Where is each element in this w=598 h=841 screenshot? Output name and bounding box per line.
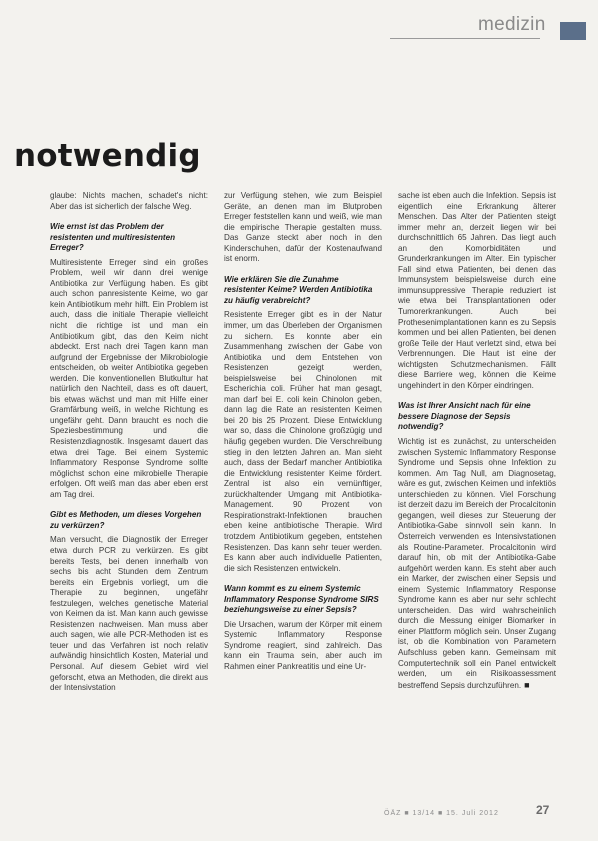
text-column-2 xyxy=(224,191,382,819)
body-paragraph: Man versucht, die Diagnostik der Erreger etwa durch PCR zu verkürzen. Es gibt bereits Tests, bei denen innerhalb von sechs bis acht Stunden dem Zentrum bereits ein Ergebnis vorliegt, um die Therapie zu beginnen, ungefähr festzulegen, welches genetische Material von Keimen da ist. Man kann auch gewisse Resistenzen nachweisen. Man muss aber auch sagen, wie alle PCR-Methoden ist es teuer und das Verfahren ist noch relativ aufwändig hinsichtlich Kosten, Material und Personal. Auf diesem Gebiet wird viel geforscht, etwa an Methoden, die direkt aus der Intensivstation xyxy=(50,535,208,693)
section-tag: medizin xyxy=(478,14,546,35)
section-color-box xyxy=(560,22,586,40)
body-paragraph: glaube: Nichts machen, schadet's nicht: Aber das ist sicherlich der falsche Weg. xyxy=(50,191,208,211)
section-rule xyxy=(390,38,540,39)
body-paragraph: Resistente Erreger gibt es in der Natur immer, um das Überleben der Organismen zu sichern. Es konnte aber ein Zusammenhang zwischen der Gabe von Antibiotika und dem Entstehen von Resistenzen gezeigt werden, beispielsweise bei Chinolonen mit Escherichia coli. Früher hat man gesagt, man darf bei E. coli kein Chinolon geben, dann lag die Rate an resistenten Keimen bei 20 bis 25 Prozent. Diese Entwicklung war so, dass die Chinolone großzügig und häufig gegeben wurden. Die Verschreibung stieg in den letzten Jahren an. Man sieht auch, dass der Bedarf mancher Antibiotika die Entwicklung resistenter Keime fördert. Zentral ist also ein vernünftiger, zurückhaltender Umgang mit Antibiotika-Management. 90 Prozent von Respirationstrakt-Infektionen brauchen eben keine antibiotische Therapie. Wird trotzdem Antibiotikum gegeben, entstehen Resistenzen. Das kann sehr teuer werden. Es kann aber auch individuelle Patienten, die sich Resistenzen entwickeln. xyxy=(224,310,382,573)
interview-question: Was ist Ihrer Ansicht nach für eine bessere Diagnose der Sepsis notwendig? xyxy=(398,401,531,432)
text-column-1 xyxy=(50,191,208,819)
interview-question: Wann kommt es zu einem Systemic Inflammatory Response Syndrome SIRS beziehungsweise zu einer Sepsis? xyxy=(224,584,379,615)
page-number: 27 xyxy=(536,803,550,817)
body-paragraph: Wichtig ist es zunächst, zu unterscheiden zwischen Systemic Inflammatory Response Syndrome und Sepsis ohne Infektion zu kommen. Am Tag Null, am Diagnosetag, wäre es gut, zwischen Keimen und infektiös unterschieden zu können. Viel Forschung ist derzeit dazu im Bereich der Procalcitonin gegangen, weil dieses zur Steuerung der Antibiotika-Gabe sinnvoll sein kann. In Österreich verwenden es Intensivstationen als Routine-Parameter. Procalcitonin wird darauf hin, ob mit der Antibiotika-Gabe aufgehört werden kann. Es steht aber auch ein Marker, der zwischen einer Sepsis und einem Systemic Inflammatory Response Syndrome kann es aber nur sehr schlecht unterscheiden. Das wird wahrscheinlich durch die Messung einiger Biomarker in einer Plattform möglich sein. Unser Zugang ist, ob die Kombination von Parametern Aufschluss geben kann. Gemeinsam mit Computertechnik soll ein Panel entwickelt werden, um ein Risikoassessment bestreffend Sepsis durchzuführen. ■ xyxy=(398,437,556,690)
end-of-article-mark: ■ xyxy=(524,679,530,690)
interview-question: Wie ernst ist das Problem der resistenten und multiresistenten Erreger? xyxy=(50,222,176,253)
text-column-3 xyxy=(398,191,556,819)
body-paragraph: Multiresistente Erreger sind ein großes Problem, weil wir dann drei wenige Antibiotika zur Verfügung haben. Es gibt auch schon panresistente Keime, wo gar kein Antibiotikum mehr hilft. Ein Problem ist auch, dass die initiale Therapie vielleicht nicht die richtige ist und man ein Antibiotikum gibt, das den Keim nicht abdeckt. Erst nach drei Tagen kann man aufgrund der Ergebnisse der Mikrobiologie entscheiden, ob weiter Antibiotika gegeben werden. Die konventionellen Blutkultur hat natürlich den Nachteil, dass es oft dauert, bis etwas wächst und man mit Hilfe einer Gramfärbung weiß, in welche Richtung es ungefähr geht. Dann braucht es noch die Speziesbestimmung und die Resistenzdiagnostik. Insgesamt dauert das etwa drei Tage. Bei einem Systemic Inflammatory Response Syndrome sollte möglichst schon eine mikrobielle Therapie erfolgen. Oft weiß man das aber eben erst am Tag drei. xyxy=(50,257,208,499)
article-body xyxy=(50,191,556,819)
issue-info: ÖÄZ ■ 13/14 ■ 15. Juli 2012 xyxy=(384,810,499,817)
interview-question: Wie erklären Sie die Zunahme resistenter Keime? Werden Antibiotika zu häufig verabreicht? xyxy=(224,274,373,305)
body-paragraph: zur Verfügung stehen, wie zum Beispiel Geräte, an denen man im Blutproben Erreger feststellen kann und weiß, wie man die empirische Therapie gestalten muss. Das Ganze steckt aber noch in den Kinderschuhen, dafür der Kostenaufwand ist enorm. xyxy=(224,191,382,264)
article-headline: notwendig xyxy=(14,138,201,174)
body-paragraph: Die Ursachen, warum der Körper mit einem Systemic Inflammatory Response Syndrome reagiert, sind zahlreich. Das kann ein Trauma sein, aber auch im Rahmen einer Pankreatitis und eine Ur- xyxy=(224,619,382,671)
interview-question: Gibt es Methoden, um dieses Vorgehen zu verkürzen? xyxy=(50,510,202,530)
body-paragraph: sache ist eben auch die Infektion. Sepsis ist eigentlich eine Erkrankung älterer Menschen. Das Alter der Patienten steigt immer mehr an, derzeit liegen wir bei durchschnittlich 65 Jahren. Das liegt auch an den Komorbiditäten und Grunderkrankungen im Alter. Ein typischer Fall sind etwa Patienten, bei denen das Immunsystem beispielsweise durch eine immunsuppressive Therapie reduziert ist wie etwa bei Transplantationen oder Tumorerkrankungen. Auch bei Prothesenimplantationen kann es zu Sepsis kommen und bei allen Patienten, bei denen große Teile der Haut verletzt sind, etwa bei Verbrennungen. Die Haut ist eine der wichtigsten Schutzmechanismen. Fällt diese Barriere weg, können die Keime ungehindert in den Körper eindringen. xyxy=(398,191,556,390)
